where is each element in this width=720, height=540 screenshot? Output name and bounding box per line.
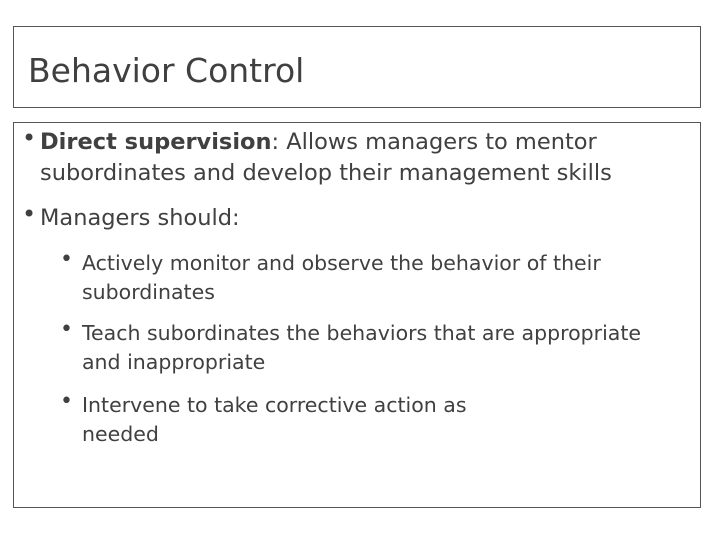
bullet-icon: •: [60, 247, 73, 272]
bullet-text: Managers should:: [40, 205, 240, 231]
slide-title: Behavior Control: [28, 51, 305, 90]
bullet-managers-should: [22, 200, 690, 234]
bullet-bold-term: Direct supervision: [40, 129, 272, 155]
bullet-description: : Allows managers to mentor subordinates and develop their management skills: [40, 129, 612, 186]
bullet-direct-supervision: [22, 124, 690, 189]
bullet-text: [22, 127, 690, 189]
title-placeholder: [13, 26, 701, 108]
bullet-icon: •: [60, 389, 73, 414]
sub-bullet-intervene: [60, 391, 522, 449]
sub-bullet-text: Intervene to take corrective action as needed: [82, 393, 467, 446]
sub-bullet-text: Actively monitor and observe the behavior of their subordinates: [82, 251, 601, 304]
bullet-icon: •: [22, 124, 37, 152]
bullet-icon: •: [22, 200, 37, 228]
sub-bullet-text: Teach subordinates the behaviors that are appropriate and inappropriate: [82, 321, 642, 374]
content-placeholder: [13, 122, 701, 508]
sub-bullet-teach: [60, 319, 682, 377]
sub-bullet-monitor: [60, 249, 682, 307]
bullet-icon: •: [60, 317, 73, 342]
